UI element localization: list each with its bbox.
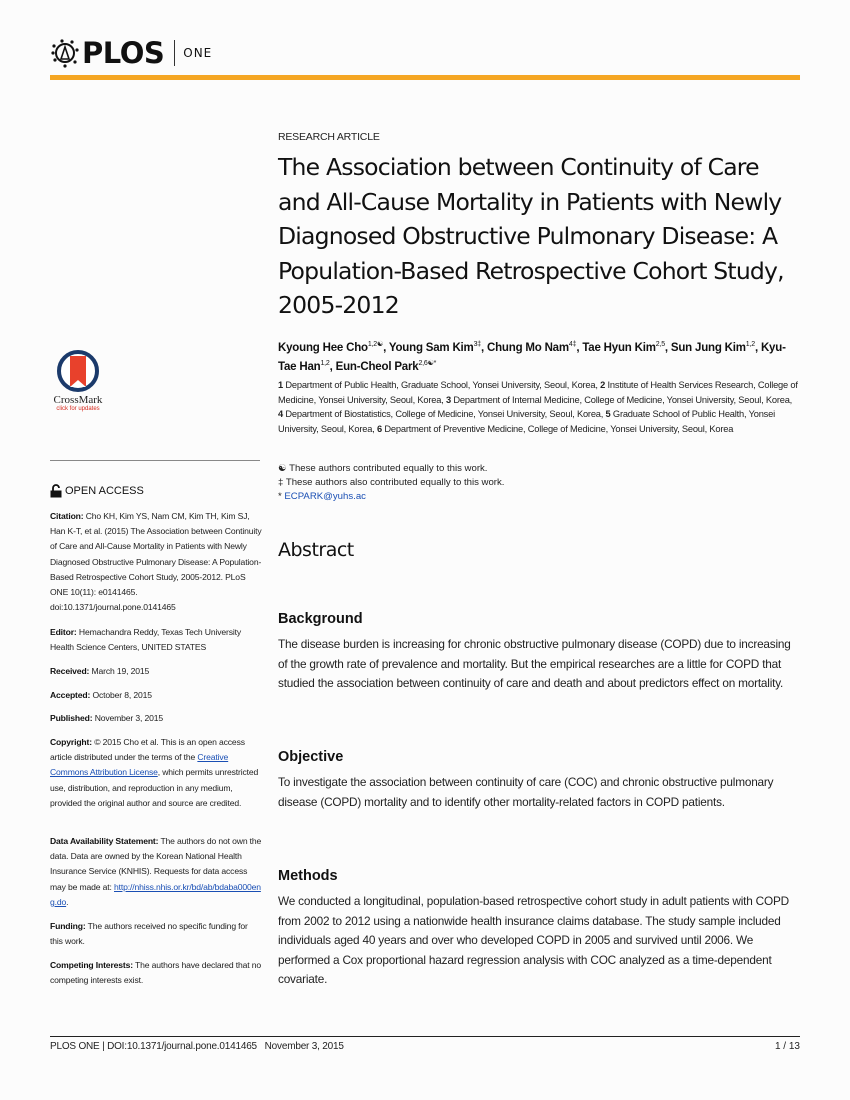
abstract-heading: Abstract [278,539,354,561]
data-availability-text: The authors do not own the data. Data are owned by the Korean National Health Insurance Service (KNHIS). Requests for data access may be made at: [50,836,262,892]
data-availability-end: . [66,896,69,907]
copyright-label: Copyright: [50,737,92,747]
sidebar-divider [50,460,260,461]
editor-text: Hemachandra Reddy, Texas Tech University Health Science Centers, UNITED STATES [50,627,242,653]
objective-text: To investigate the association between continuity of care (COC) and chronic obstructive pulmonary disease (COPD) mortality and to identify other mortality-related factors in COPD patients. [278,775,774,809]
competing-interests-text: The authors have declared that no competing interests exist. [50,960,262,986]
citation-text: Cho KH, Kim YS, Nam CM, Kim TH, Kim SJ, Han K-T, et al. (2015) The Association between Continuity of Care and All-Cause Mortality in Patients with Newly Diagnosed Obstructive Pulmonary Disease: A Population-Based Retrospective Cohort Study, 2005-2012. PLoS ONE 10(11): e0141465. doi:10.1371/journal.pone.0141465 [50,511,262,613]
background-heading: Background [278,611,363,627]
data-availability-label: Data Availability Statement: [50,836,159,846]
received-block [50,664,262,679]
crossmark-label: CrossMark [53,394,103,406]
received-date: March 19, 2015 [91,666,150,676]
license-link[interactable]: Creative Commons Attribution License [50,752,229,778]
citation-label: Citation: [50,511,84,521]
article-type: RESEARCH ARTICLE [278,131,380,143]
accepted-block [50,688,262,703]
accepted-date: October 8, 2015 [92,690,152,700]
journal-name: ONE [183,46,213,60]
crossmark-badge[interactable] [48,350,108,412]
crossmark-sublabel: click for updates [56,406,100,412]
author[interactable]: Eun-Cheol Park$^{2,6☯*}$ [335,359,437,373]
author[interactable]: Kyoung Hee Cho$^{1,2☯}$ [278,341,384,354]
copyright-block [50,735,262,811]
open-access-badge [50,484,144,498]
affiliations: 1 Department of Public Health, Graduate School, Yonsei University, Seoul, Korea, 2 Institute of Health Services Research, College of Medicine, Yonsei University, Seoul, Korea, 3 Department of Internal Medicine, College of Medicine, Yonsei University, Seoul, Korea, 4 Department of Biostatistics, College of Medicine, Yonsei University, Seoul, Korea, 5 Graduate School of Public Health, Yonsei University, Seoul, Korea, 6 Department of Preventive Medicine, College of Medicine, Yonsei University, Seoul, Korea [278,380,798,434]
equal-contribution-note: ☯ These authors contributed equally to this work. [278,463,488,474]
plos-globe-icon [50,38,80,68]
author-list: Kyoung Hee Cho$^{1,2☯}$, Young Sam Kim$^{3\ddagger}$, Chung Mo Nam$^{4\ddagger}$, Tae Hyun Kim$^{2,5}$, Sun Jung Kim$^{1,2}$, Kyu-Tae Han$^{1,2}$, Eun-Cheol Park$^{2,6☯*}$ [278,341,786,373]
published-date: November 3, 2015 [94,713,163,723]
author[interactable]: Young Sam Kim$^{3\ddagger}$ [388,341,481,354]
plos-one-logo[interactable] [50,37,212,69]
citation-block [50,509,262,615]
funding-label: Funding: [50,921,86,931]
copyright-text: © 2015 Cho et al. This is an open access article distributed under the terms of the [50,737,245,763]
author[interactable]: Kyu-Tae Han$^{1,2}$ [278,341,786,373]
author-notes [278,462,678,503]
competing-interests-block [50,958,262,988]
footer-rule [50,1036,800,1037]
funding-block [50,919,262,949]
logo-divider [174,40,175,66]
accepted-label: Accepted: [50,690,91,700]
published-block [50,711,262,726]
background-text: The disease burden is increasing for chronic obstructive pulmonary disease (COPD) due to increasing of the growth rate of prevalence and mortality. But the empirical researches are a little for COPD that studied the association between continuity of care and death and about predictors effect on mortality. [278,637,791,690]
logo-text: PLOS [82,36,165,70]
author[interactable]: Chung Mo Nam$^{4\ddagger}$ [486,341,577,354]
competing-interests-label: Competing Interests: [50,960,133,970]
open-access-label: OPEN ACCESS [65,485,144,497]
author[interactable]: Sun Jung Kim$^{1,2}$ [670,341,755,354]
copyright-text-end: , which permits unrestricted use, distribution, and reproduction in any medium, provided the original author and source are credited. [50,767,259,808]
author[interactable]: Tae Hyun Kim$^{2,5}$ [582,341,665,354]
header-accent-rule [50,75,800,80]
objective-heading: Objective [278,749,344,765]
footer-citation: PLOS ONE | DOI:10.1371/journal.pone.0141465 November 3, 2015 [50,1041,344,1052]
published-label: Published: [50,713,93,723]
data-availability-block [50,834,262,910]
article-title: The Association between Continuity of Care and All-Cause Mortality in Patients with Newly Diagnosed Obstructive Pulmonary Disease: A Population-Based Retrospective Cohort Study, 2005-2012 [278,153,784,319]
email-link[interactable]: ECPARK@yuhs.ac [284,490,366,502]
funding-text: The authors received no specific funding for this work. [50,921,248,947]
also-equal-contribution-note: ‡ These authors also contributed equally to this work. [278,476,505,488]
methods-text: We conducted a longitudinal, population-based retrospective cohort study in adult patients with COPD from 2002 to 2012 using a nationwide health insurance claims database. The study sample included individuals aged 40 years and over who developed COPD in 2005 and survived until 2006. We performed a Cox proportional hazard regression analysis with COC analyzed as a time-dependent covariate. [278,894,789,986]
page-number: 1 / 13 [774,1041,800,1052]
data-access-link[interactable]: http://nhiss.nhis.or.kr/bd/ab/bdaba000eng.do [50,881,261,907]
open-lock-icon [50,484,62,498]
received-label: Received: [50,666,90,676]
crossmark-icon [57,350,99,392]
corresponding-author: * ECPARK@yuhs.ac [278,490,366,502]
methods-heading: Methods [278,868,338,884]
editor-label: Editor: [50,627,77,637]
editor-block [50,625,262,655]
